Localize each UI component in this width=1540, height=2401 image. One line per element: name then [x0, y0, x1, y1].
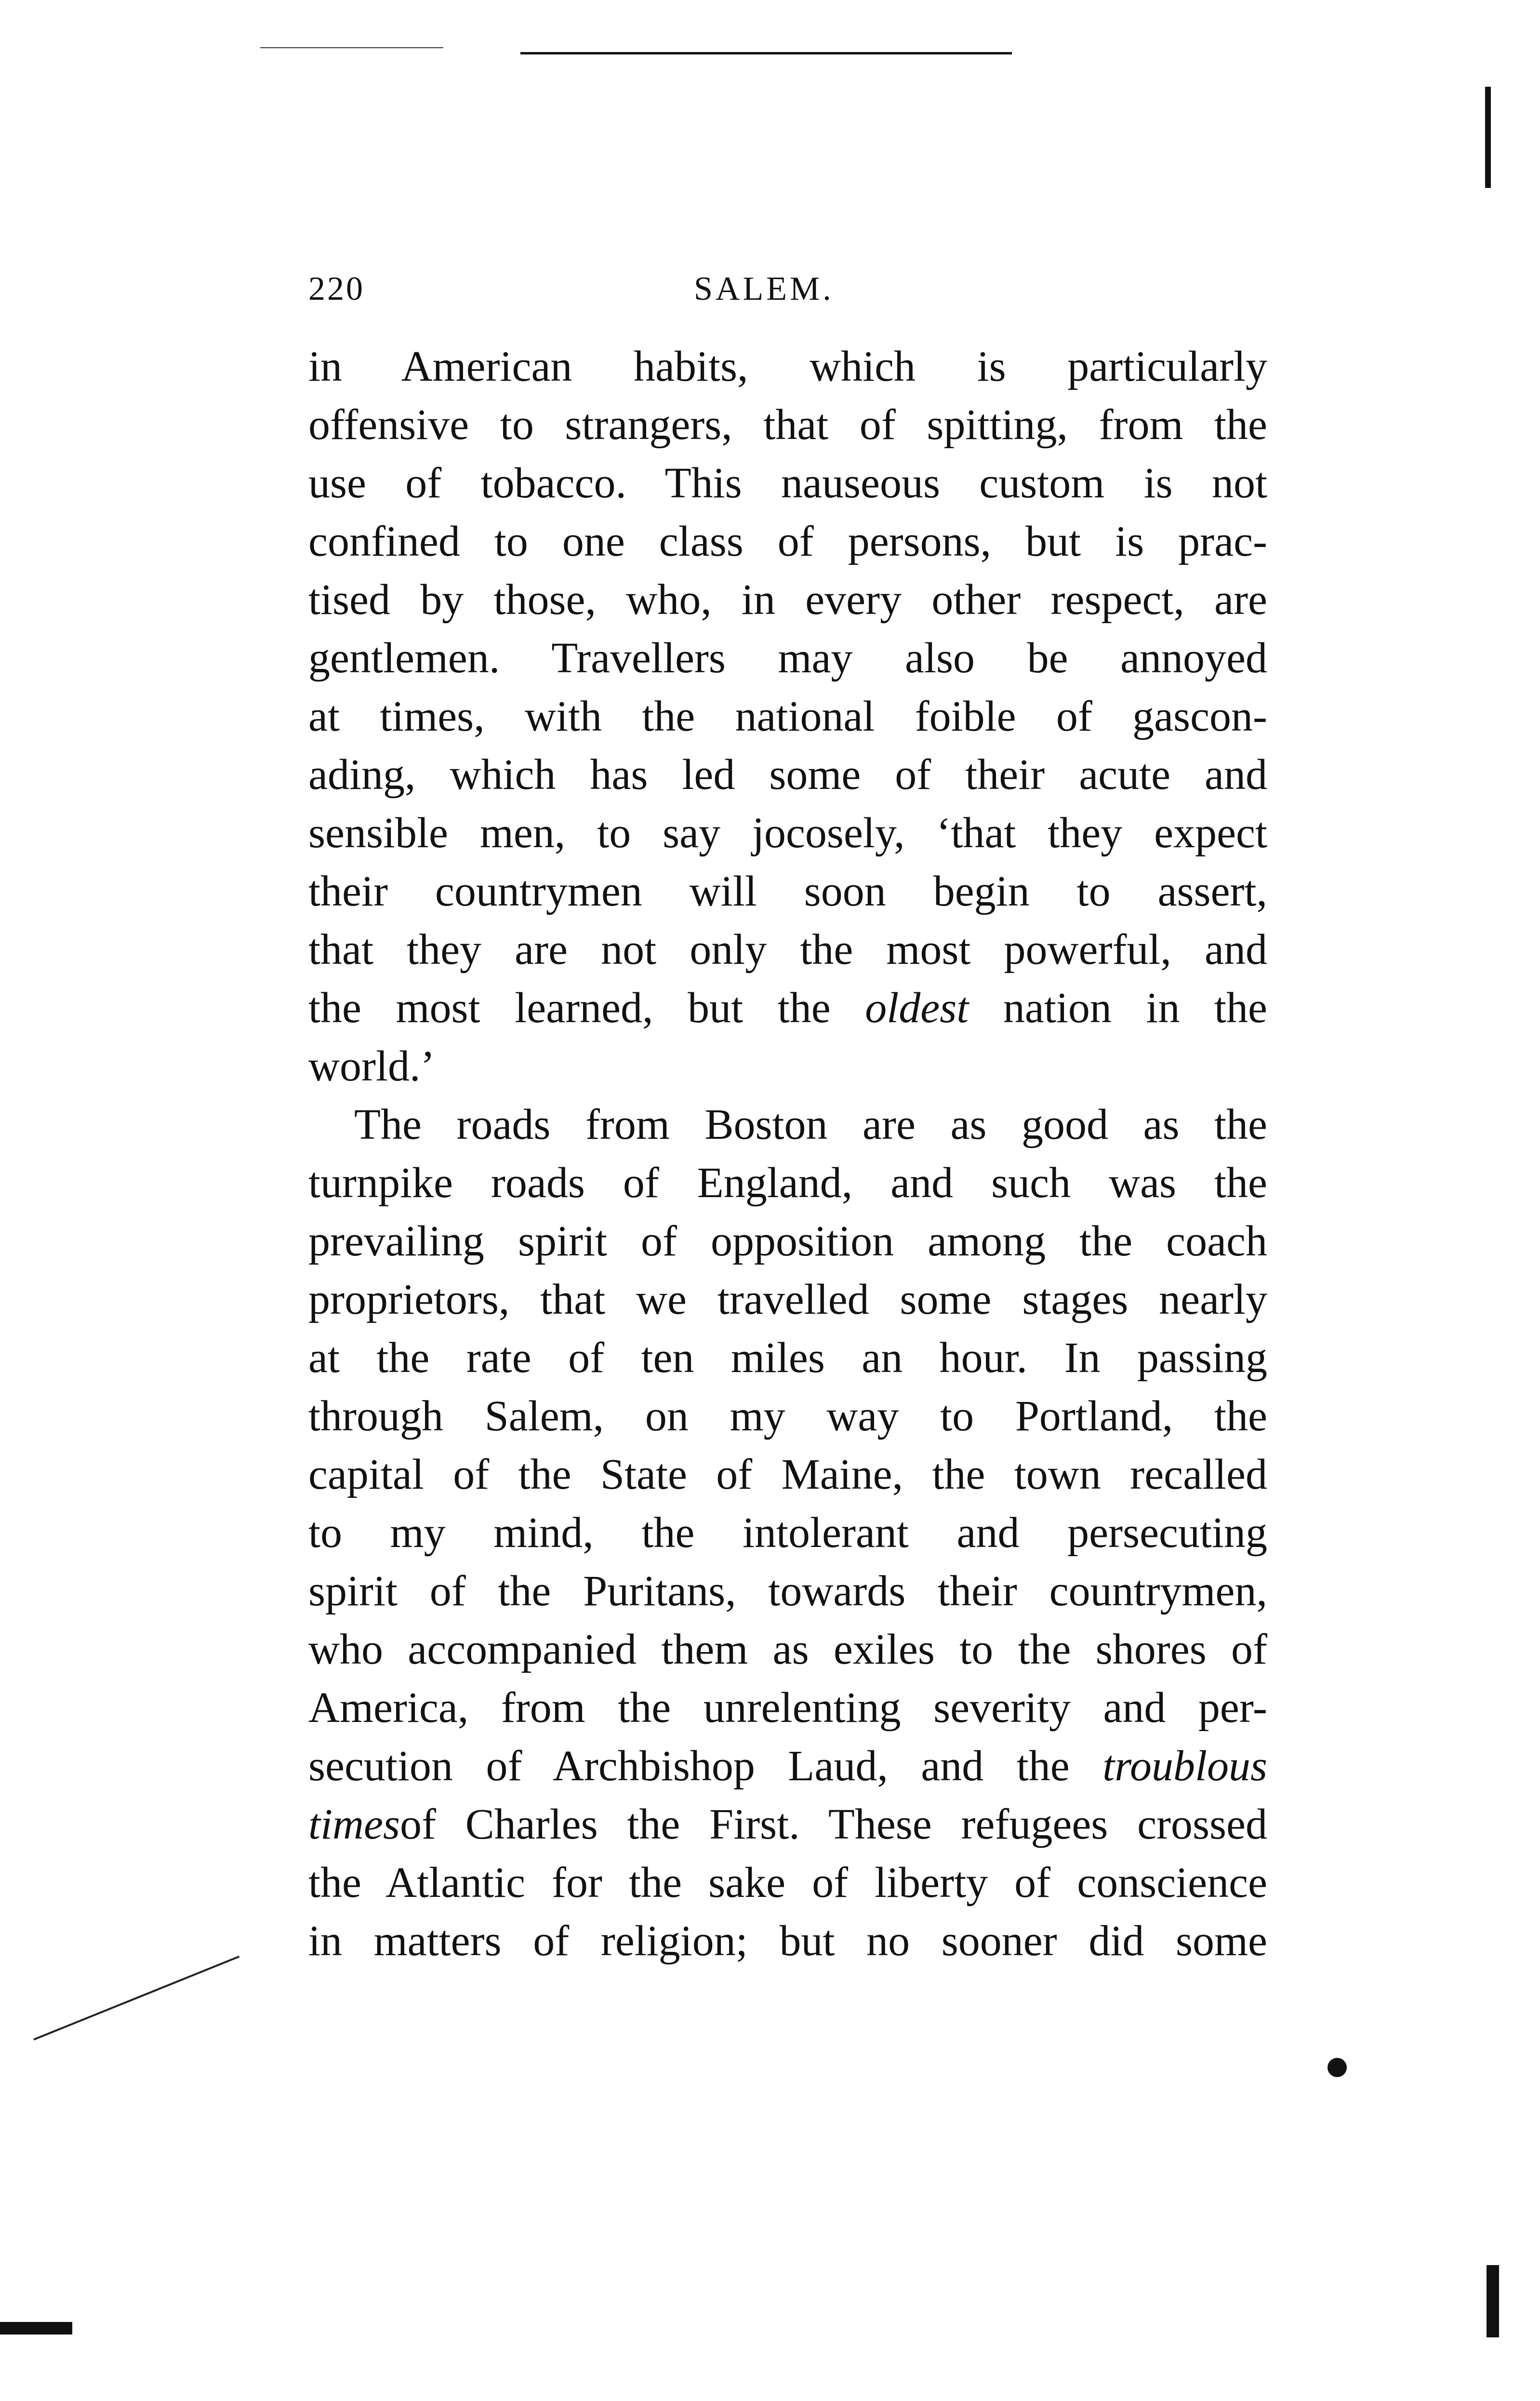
top-edge-mark [260, 47, 443, 48]
right-edge-mark [1485, 87, 1491, 188]
text-line [308, 1737, 1267, 1795]
text-line: gentlemen. Travellers may also be annoyed [308, 634, 1267, 682]
text-line [308, 979, 1267, 1037]
italic-word: oldest [865, 984, 969, 1032]
text-segment: nation in the [1003, 984, 1267, 1032]
text-line: sensible men, to say jocosely, ‘that they expect [308, 809, 1267, 857]
text-line: The roads from Boston are as good as the [354, 1101, 1267, 1148]
text-line: offensive to strangers, that of spitting, from the [308, 401, 1267, 449]
text-line: ading, which has led some of their acute and [308, 751, 1267, 799]
text-line: in matters of religion; but no sooner did some [308, 1917, 1267, 1965]
paragraph-2 [308, 1095, 1267, 1970]
ink-dot [1328, 2058, 1347, 2077]
text-line: tised by those, who, in every other respect, are [308, 576, 1267, 624]
text-line: spirit of the Puritans, towards their countrymen, [308, 1567, 1267, 1615]
text-line: their countrymen will soon begin to assert, [308, 867, 1267, 915]
running-head [308, 270, 1272, 318]
stray-pen-line [33, 1956, 239, 2041]
text-line: that they are not only the most powerful, and [308, 926, 1267, 974]
text-line: turnpike roads of England, and such was the [308, 1159, 1267, 1207]
right-edge-mark-bottom [1487, 2265, 1499, 2337]
text-line: America, from the unrelenting severity and per- [308, 1684, 1267, 1732]
text-line: at the rate of ten miles an hour. In passing [308, 1334, 1267, 1382]
text-line: prevailing spirit of opposition among the coach [308, 1217, 1267, 1265]
left-edge-mark-bottom [0, 2322, 72, 2334]
text-line: capital of the State of Maine, the town recalled [308, 1451, 1267, 1498]
body-text [308, 337, 1267, 1970]
italic-word: troublous [1102, 1742, 1267, 1790]
text-line: in American habits, which is particularly [308, 343, 1267, 390]
text-line: proprietors, that we travelled some stages nearly [308, 1276, 1267, 1323]
italic-word: times [308, 1801, 400, 1848]
text-line: the Atlantic for the sake of liberty of conscience [308, 1859, 1267, 1907]
top-rule [520, 52, 1012, 54]
text-line: through Salem, on my way to Portland, the [308, 1392, 1267, 1440]
paragraph-1 [308, 337, 1267, 1095]
text-segment: of Charles the First. These refugees crossed [399, 1801, 1267, 1848]
text-line [308, 1795, 1267, 1854]
page-number: 220 [308, 270, 365, 307]
text-line: world.’ [308, 1042, 435, 1090]
running-title: SALEM. [694, 270, 834, 307]
text-segment: the most learned, but the [308, 984, 831, 1032]
text-line: confined to one class of persons, but is prac- [308, 518, 1267, 565]
text-line: use of tobacco. This nauseous custom is not [308, 459, 1267, 507]
text-line: at times, with the national foible of gascon- [308, 693, 1267, 740]
text-segment: secution of Archbishop Laud, and the [308, 1742, 1070, 1790]
text-line: to my mind, the intolerant and persecuting [308, 1509, 1267, 1557]
text-line: who accompanied them as exiles to the shores of [308, 1626, 1267, 1673]
